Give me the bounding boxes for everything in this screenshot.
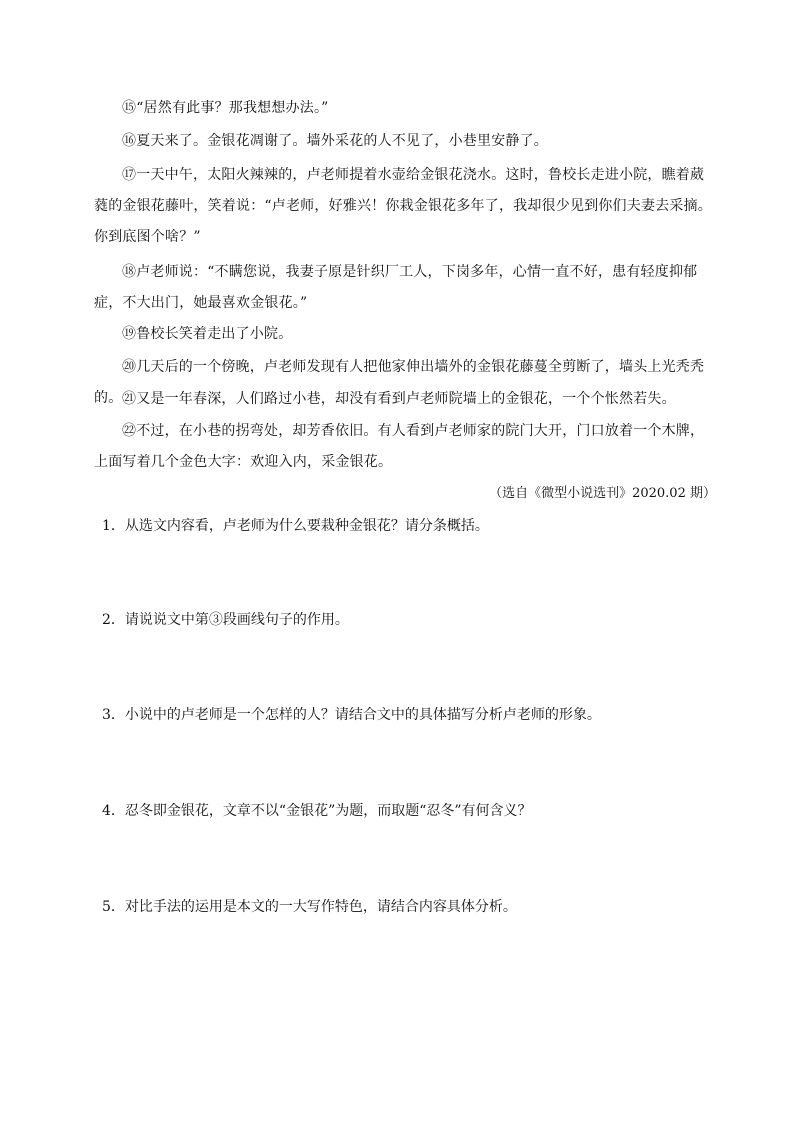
- paragraph-19: ⑲鲁校长笑着走出了小院。: [122, 326, 293, 342]
- question-2: 2．请说说文中第③段画线句子的作用。: [102, 612, 349, 628]
- paragraph-16: ⑯夏天来了。金银花凋谢了。墙外采花的人不见了，小巷里安静了。: [122, 133, 548, 149]
- paragraph-15: ⑮“居然有此事？那我想想办法。”: [122, 100, 329, 116]
- question-1: 1．从选文内容看，卢老师为什么要栽种金银花？请分条概括。: [102, 518, 489, 534]
- paragraph-22: ㉒不过，在小巷的拐弯处，却芳香依旧。有人看到卢老师家的院门大开，门口放着一个木牌，上面写着几个金色大字：欢迎入内，采金银花。: [94, 423, 705, 470]
- question-5: 5．对比手法的运用是本文的一大写作特色，请结合内容具体分析。: [102, 899, 517, 915]
- question-4: 4．忍冬即金银花，文章不以“金银花”为题，而取题“忍冬”有何含义？: [102, 803, 532, 819]
- question-3: 3．小说中的卢老师是一个怎样的人？请结合文中的具体描写分析卢老师的形象。: [102, 707, 601, 723]
- source-citation: （选自《微型小说选刊》2020.02 期）: [489, 486, 716, 501]
- paragraph-20: ⑳几天后的一个傍晚，卢老师发现有人把他家伸出墙外的金银花藤蔓全剪断了，墙头上光秃秃的。: [94, 359, 705, 406]
- paragraph-18: ⑱卢老师说：“不瞒您说，我妻子原是针织厂工人，下岗多年，心情一直不好，患有轻度抑郁症，不大出门，她最喜欢金银花。”: [94, 264, 698, 311]
- paragraph-17: ⑰一天中午，太阳火辣辣的，卢老师提着水壶给金银花浇水。这时，鲁校长走进小院，瞧着葳蕤的金银花藤叶，笑着说：“卢老师，好雅兴！你栽金银花多年了，我却很少见到你们夫妻去采摘。你到底图个啥？”: [94, 167, 712, 245]
- paragraph-21: ㉑又是一年春深，人们路过小巷，却没有看到卢老师院墙上的金银花，一个个怅然若失。: [122, 391, 676, 407]
